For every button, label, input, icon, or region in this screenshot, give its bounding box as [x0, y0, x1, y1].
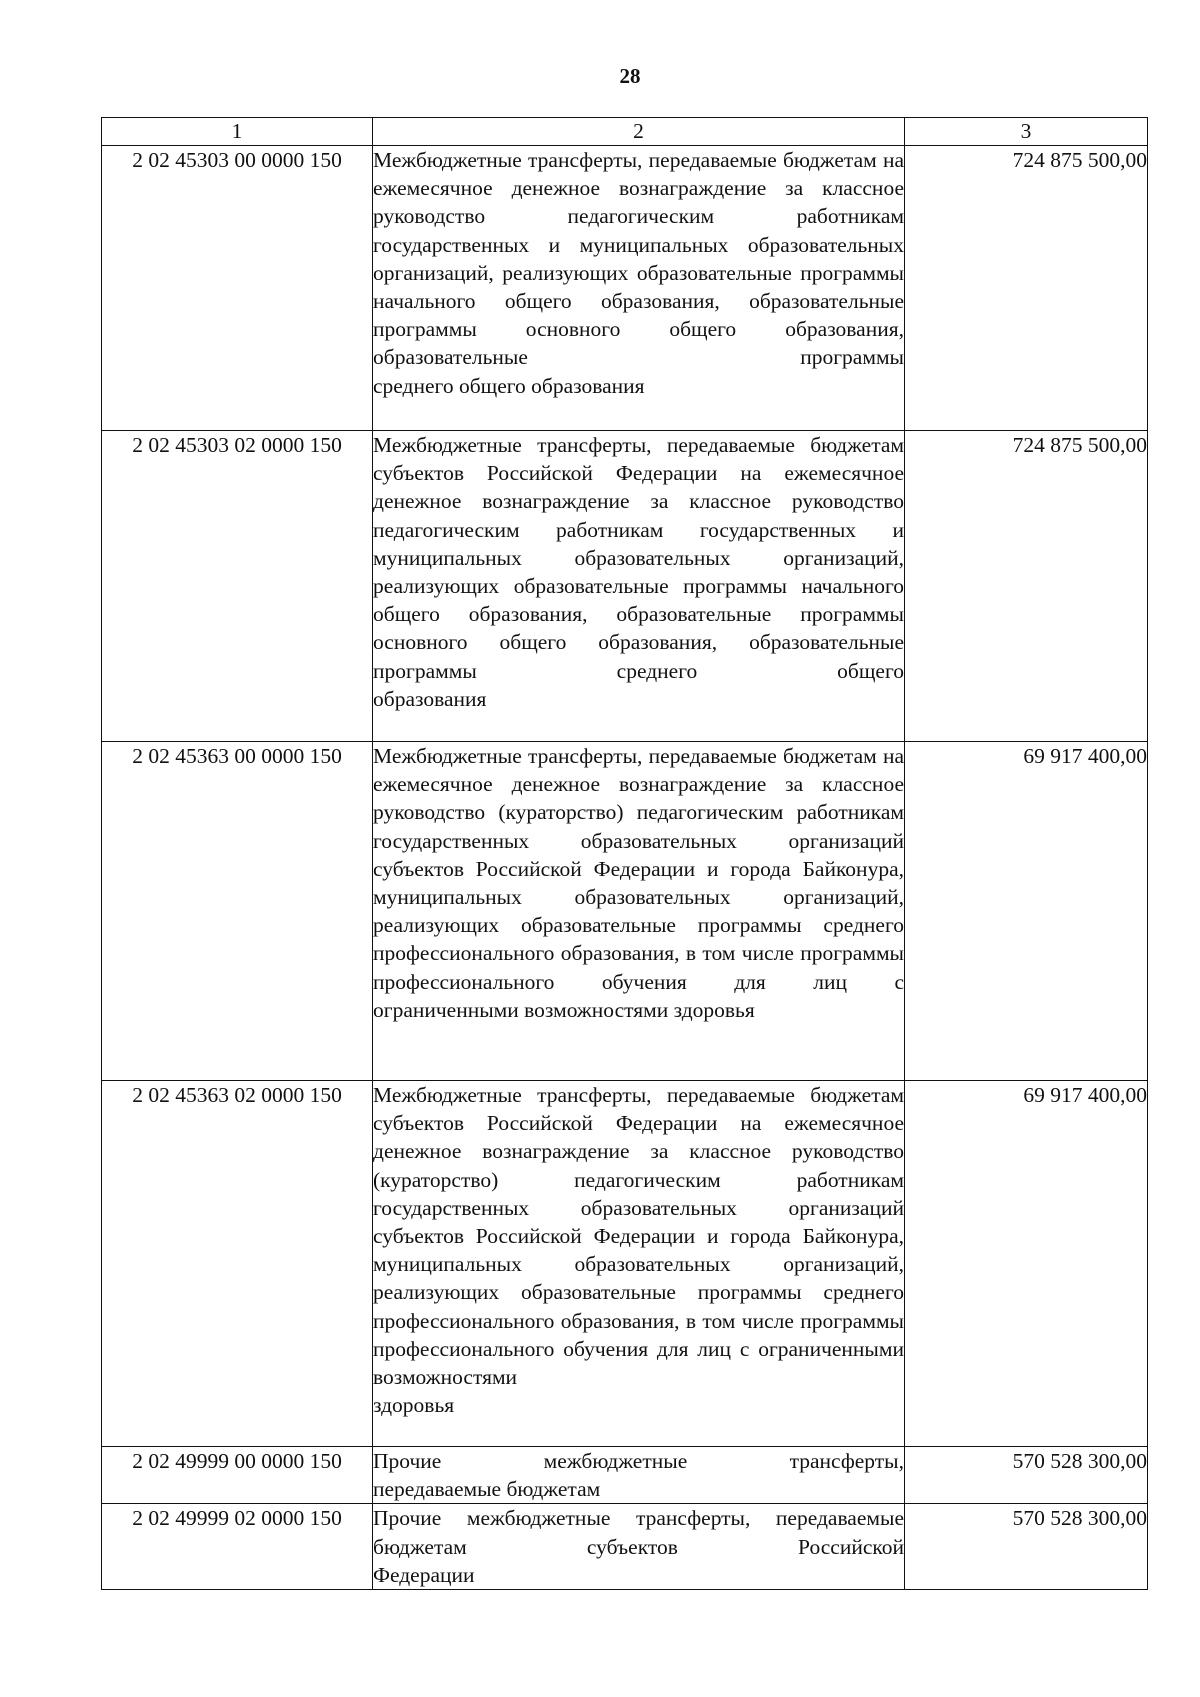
description-last-line: Федерации — [373, 1562, 475, 1587]
description-text: Прочие межбюджетные трансферты, передаваемые бюджетам субъектов Российской — [373, 1506, 904, 1559]
classification-code: 2 02 45303 00 0000 150 — [102, 146, 373, 431]
table-row — [102, 146, 1148, 431]
amount: 570 528 300,00 — [905, 1447, 1148, 1504]
classification-code: 2 02 45363 00 0000 150 — [102, 742, 373, 1081]
amount: 69 917 400,00 — [905, 1081, 1148, 1447]
description-text: Межбюджетные трансферты, передаваемые бюджетам на ежемесячное денежное вознаграждение за классное руководство педагогическим работникам государственных и муниципальных образовательных организаций, реализующих образовательные программы начального общего образования, образовательные программы основного общего образования, образовательные программы — [373, 148, 904, 370]
classification-code: 2 02 45363 02 0000 150 — [102, 1081, 373, 1447]
column-header-2: 2 — [373, 118, 905, 146]
header-row — [102, 118, 1148, 146]
description-text: Межбюджетные трансферты, передаваемые бюджетам субъектов Российской Федерации на ежемесячное денежное вознаграждение за классное руководство (кураторство) педагогическим работникам государственных образовательных организаций субъектов Российской Федерации и города Байконура, муниципальных образовательных организаций, реализующих образовательные программы среднего профессионального образования, в том числе программы профессионального обучения для лиц с ограниченными возможностями — [373, 1083, 904, 1390]
description-last-line: ограниченными возможностями здоровья — [373, 997, 755, 1022]
column-header-3: 3 — [905, 118, 1148, 146]
row-description — [373, 1447, 905, 1504]
table-row — [102, 431, 1148, 742]
table-row — [102, 1504, 1148, 1590]
row-description — [373, 146, 905, 431]
row-description — [373, 1504, 905, 1590]
description-last-line: образования — [373, 686, 487, 711]
amount: 570 528 300,00 — [905, 1504, 1148, 1590]
classification-code: 2 02 49999 00 0000 150 — [102, 1447, 373, 1504]
description-text: Межбюджетные трансферты, передаваемые бюджетам на ежемесячное денежное вознаграждение за классное руководство (кураторство) педагогическим работникам государственных образовательных организаций субъектов Российской Федерации и города Байконура, муниципальных образовательных организаций, реализующих образовательные программы среднего профессионального образования, в том числе программы профессионального обучения для лиц с — [373, 744, 904, 994]
amount: 724 875 500,00 — [905, 431, 1148, 742]
classification-code: 2 02 49999 02 0000 150 — [102, 1504, 373, 1590]
row-description — [373, 742, 905, 1081]
budget-table — [101, 117, 1148, 1590]
row-description — [373, 1081, 905, 1447]
classification-code: 2 02 45303 02 0000 150 — [102, 431, 373, 742]
table-row — [102, 1447, 1148, 1504]
table-row — [102, 1081, 1148, 1447]
description-text: Межбюджетные трансферты, передаваемые бюджетам субъектов Российской Федерации на ежемесячное денежное вознаграждение за классное руководство педагогическим работникам государственных и муниципальных образовательных организаций, реализующих образовательные программы начального общего образования, образовательные программы основного общего образования, образовательные программы среднего общего — [373, 433, 904, 683]
description-last-line: здоровья — [373, 1393, 455, 1418]
description-text: Прочие межбюджетные трансферты, — [373, 1449, 904, 1473]
page-number: 28 — [619, 64, 641, 88]
table-row — [102, 742, 1148, 1081]
description-last-line: передаваемые бюджетам — [373, 1477, 601, 1502]
amount: 724 875 500,00 — [905, 146, 1148, 431]
description-last-line: среднего общего образования — [373, 373, 645, 398]
row-description — [373, 431, 905, 742]
column-header-1: 1 — [102, 118, 373, 146]
amount: 69 917 400,00 — [905, 742, 1148, 1081]
